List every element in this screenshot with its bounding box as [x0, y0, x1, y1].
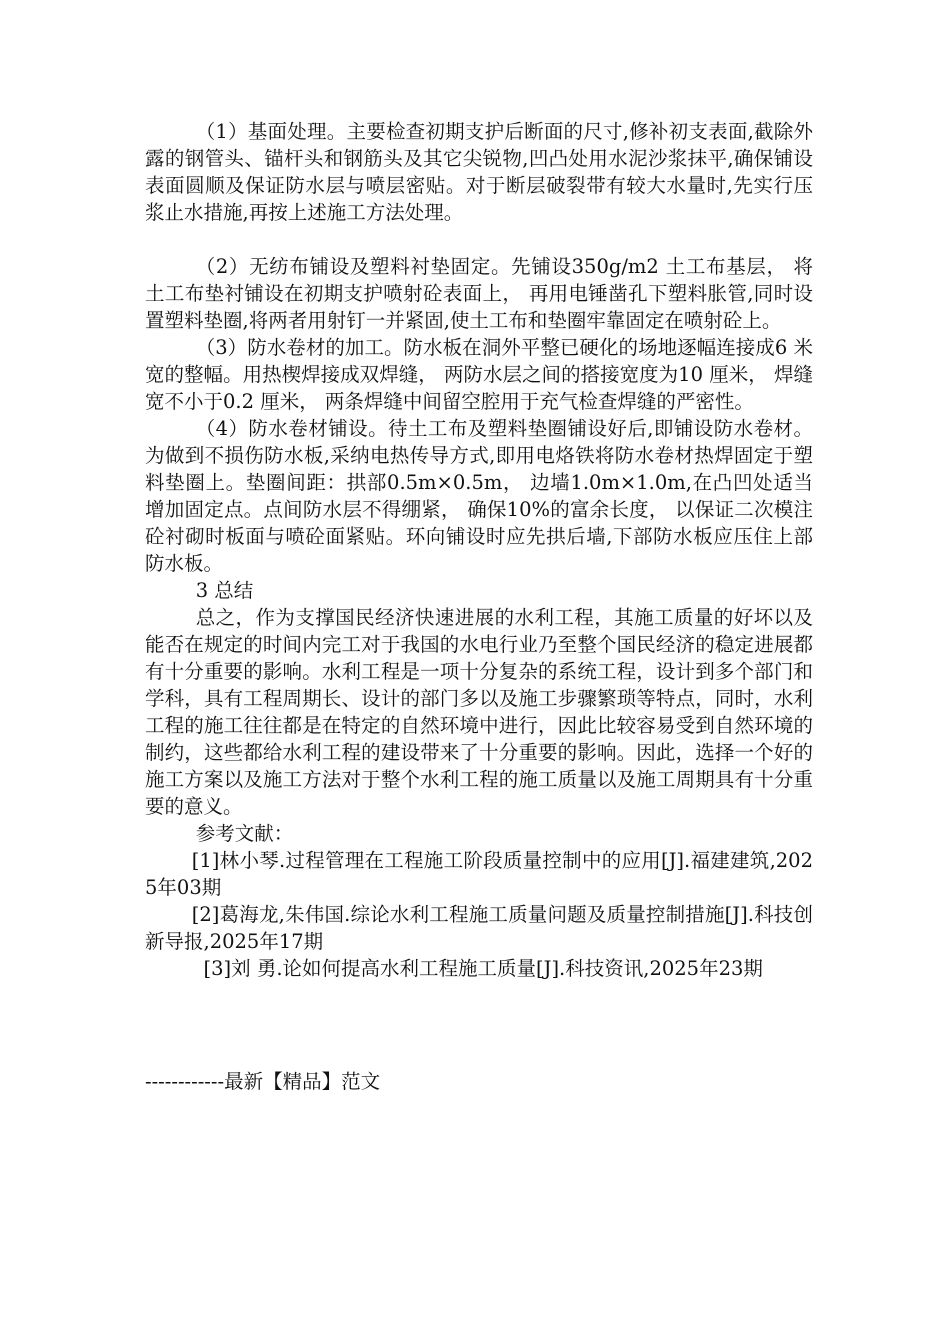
paragraph-base-treatment: （1）基面处理。主要检查初期支护后断面的尺寸,修补初支表面,截除外露的钢管头、锚杆头和钢筋头及其它尖锐物,凹凸处用水泥沙浆抹平,确保铺设表面圆顺及保证防水层与喷层密贴。对于断层破裂带有较大水量时,先实行压浆止水措施,再按上述施工方法处理。 — [145, 120, 813, 224]
document-body — [145, 118, 813, 982]
paragraph-membrane-laying: （4）防水卷材铺设。待土工布及塑料垫圈铺设好后,即铺设防水卷材。为做到不损伤防水板,采纳电热传导方式,即用电烙铁将防水卷材热焊固定于塑料垫圈上。垫圈间距：拱部0.5m×0.5m， 边墙1.0m×1.0m,在凸凹处适当增加固定点。点间防水层不得绷紧， 确保10%的富余长度， 以保证二次模注砼衬砌时板面与喷砼面紧贴。环向铺设时应先拱后墙,下部防水板应压住上部防水板。 — [145, 417, 813, 575]
paragraph-geotextile-laying: （2）无纺布铺设及塑料衬垫固定。先铺设350g/m2 土工布基层， 将土工布垫衬铺设在初期支护喷射砼表面上， 再用电锤凿孔下塑料胀管,同时设置塑料垫圈,将两者用射钉一并紧固,使土工布和垫圈牢靠固定在喷射砼上。 — [145, 255, 813, 332]
reference-item-1: [1]林小琴.过程管理在工程施工阶段质量控制中的应用[J].福建建筑,2025年03期 — [145, 849, 813, 899]
reference-item-2: [2]葛海龙,朱伟国.综论水利工程施工质量问题及质量控制措施[J].科技创新导报,2025年17期 — [145, 903, 813, 953]
paragraph-gap — [145, 226, 813, 253]
paragraph-summary: 总之，作为支撑国民经济快速进展的水利工程，其施工质量的好坏以及能否在规定的时间内完工对于我国的水电行业乃至整个国民经济的稳定进展都有十分重要的影响。水利工程是一项十分复杂的系统工程，设计到多个部门和学科，具有工程周期长、设计的部门多以及施工步骤繁琐等特点，同时，水利工程的施工往往都是在特定的自然环境中进行，因此比较容易受到自然环境的制约，这些都给水利工程的建设带来了十分重要的影响。因此，选择一个好的施工方案以及施工方法对于整个水利工程的施工质量以及施工周期具有十分重要的意义。 — [145, 606, 813, 818]
paragraph-membrane-processing: （3）防水卷材的加工。防水板在洞外平整已硬化的场地逐幅连接成6 米宽的整幅。用热楔焊接成双焊缝， 两防水层之间的搭接宽度为10 厘米， 焊缝宽不小于0.2 厘米， 两条焊缝中间留空腔用于充气检查焊缝的严密性。 — [145, 336, 813, 413]
section-heading-summary: 3 总结 — [195, 579, 254, 602]
references-heading: 参考文献： — [195, 822, 294, 845]
reference-item-3: [3]刘 勇.论如何提高水利工程施工质量[J].科技资讯,2025年23期 — [203, 957, 763, 980]
page-footer: ------------最新【精品】范文 — [145, 1070, 381, 1093]
